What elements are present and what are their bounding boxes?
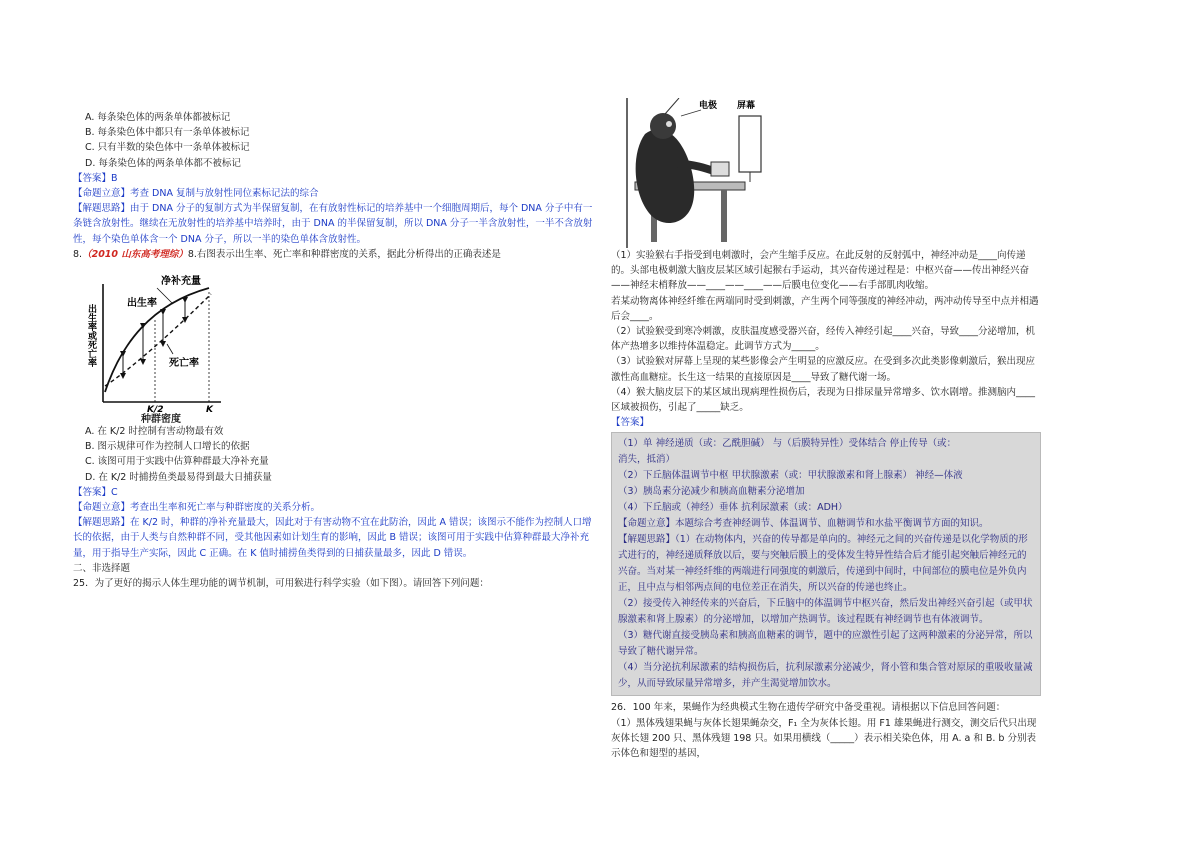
desk-leg [721, 190, 727, 242]
q8-analysis: 【解题思路】在 K/2 时，种群的净补充量最大，因此对于有害动物不宜在此防治，因此 A 错误；该图示不能作为控制人口增长的依据，由于人类与自然种群不同，受其他因素如计划生育的影响，因此 B 错误；该图可用于实践中估算种群最大净补充量，用于指导生产实际，因此 C 正确。在 K 值时捕捞鱼类得到的日捕获量最多，因此 D 错误。 [73, 517, 592, 559]
q7-option-a: A. 每条染色体的两条单体都被标记 [85, 112, 231, 123]
net-label: 净补充量 [161, 276, 201, 288]
screen-label: 屏幕 [737, 101, 756, 111]
q25-part1: （1）实验猴右手指受到电刺激时，会产生缩手反应。在此反射的反射弧中，神经冲动是____向传递的。头部电极刺激大脑皮层某区域引起猴右手运动，其兴奋传递过程是：中枢兴奋——传出神经兴奋——神经末梢释放——____——____——后膜电位变化——右手部肌肉收缩。 [611, 250, 1030, 292]
q8-option-d: D. 在 K/2 时捕捞鱼类最易得到最大日捕获量 [85, 471, 272, 483]
left-column [73, 110, 598, 591]
q26-part1: （1）黑体残翅果蝇与灰体长翅果蝇杂交，F₁ 全为灰体长翅。用 F1 雄果蝇进行测交，测交后代只出现灰体长翅 200 只、黑体残翅 198 只。如果用横线（_____）表示相关染色体，用 A. a 和 B. b 分别表示体色和翅型的基因， [611, 717, 1037, 760]
answer-analysis-1: 【解题思路】（1）在动物体内，兴奋的传导都是单向的。神经元之间的兴奋传递是以化学物质的形式进行的，神经递质释放以后，要与突触后膜上的受体发生特异性结合后才能引起突触后神经元的兴奋。当对某一神经纤维的两端进行同强度的刺激后，传递到中间时，中间部位的膜电位是外负内正，且中点与相邻两点间的电位差正在消失，所以兴奋的传递也终止。 [618, 534, 1028, 594]
q25-part3: （3）试验猴对屏幕上呈现的某些影像会产生明显的应激反应。在受到多次此类影像刺激后，猴出现应激性高血糖症。长生这一结果的直接原因是____导致了糖代谢一场。 [611, 356, 1036, 383]
answer-analysis-2: （2）接受传入神经传来的兴奋后，下丘脑中的体温调节中枢兴奋，然后发出神经兴奋引起（或甲状腺激素和肾上腺素）的分泌增加，以增加产热调节。该过程既有神经调节也有体液调节。 [618, 598, 1033, 626]
answer-line-3: （2）下丘脑体温调节中枢 甲状腺激素（或：甲状腺激素和肾上腺素） 神经—体液 [618, 470, 963, 482]
q7-option-d: D. 每条染色体的两条单体都不被标记 [85, 157, 241, 169]
answer-line-5: （4）下丘脑或（神经）垂体 抗利尿激素（或：ADH） [618, 502, 848, 514]
q25-part4: （4）猴大脑皮层下的某区域出现病理性损伤后，表现为日排尿量异常增多、饮水剧增。推测脑内____区域被损伤，引起了_____缺乏。 [611, 386, 1036, 414]
answer-line-4: （3）胰岛素分泌减少和胰高血糖素分泌增加 [618, 486, 805, 498]
population-graph [81, 274, 231, 426]
response-box [711, 162, 729, 176]
x-axis-label: 种群密度 [141, 414, 181, 426]
monkey-figure-svg [621, 98, 771, 248]
q7-option-c: C. 只有半数的染色体中一条单体被标记 [85, 142, 250, 154]
death-label-pointer [167, 344, 173, 354]
q8-stem-line [73, 247, 598, 262]
answer-analysis-3: （3）糖代谢直接受胰岛素和胰高血糖素的调节，题中的应激性引起了这两种激素的分泌异常，所以导致了糖代谢异常。 [618, 630, 1033, 658]
net-label-pointer [157, 288, 173, 304]
q7-analysis: 【解题思路】由于 DNA 分子的复制方式为半保留复制，在有放射性标记的培养基中一个细胞周期后，每个 DNA 分子中有一条链含放射性。继续在无放射性的培养基中培养时，由于 DNA 的半保留复制，所以 DNA 分子一半含放射性，一半不含放射性，每个染色单体含一个 DNA 分子，所以一半的染色单体含放射性。 [73, 203, 593, 245]
answer-analysis-4: （4）当分泌抗利尿激素的结构损伤后，抗利尿激素分泌减少，肾小管和集合管对原尿的重吸收量减少，从而导致尿量异常增多，并产生渴觉增加饮水。 [618, 662, 1033, 690]
answer-intent: 【命题立意】本题综合考查神经调节、体温调节、血糖调节和水盐平衡调节方面的知识。 [618, 518, 989, 530]
q26-stem: 26．100 年来，果蝇作为经典模式生物在遗传学研究中备受重视。请根据以下信息回答问题： [611, 702, 1006, 714]
section-heading: 二、非选择题 [73, 562, 131, 574]
q7-option-b: B. 每条染色体中都只有一条单体被标记 [85, 127, 250, 139]
q8-stem: 8.右图表示出生率、死亡率和种群密度的关系，据此分析得出的正确表述是 [187, 248, 501, 260]
answer-line-2: 消失，抵消） [618, 454, 676, 466]
q25-part2: （2）试验猴受到寒冷刺激，皮肤温度感受器兴奋，经传入神经引起____兴奋，导致____分泌增加，机体产热增多以维持体温稳定。此调节方式为_____。 [611, 326, 1036, 353]
q25-stem: 25．为了更好的揭示人体生理功能的调节机制，可用猴进行科学实验（如下图）。请回答下列问题： [73, 578, 489, 590]
monkey-figure [621, 98, 771, 248]
answer-line-1: （1）单 神经递质（或：乙酰胆碱） 与（后膜特异性）受体结合 停止传导（或： [618, 438, 957, 450]
tick-k2: K/2 [147, 405, 164, 415]
q8-option-a: A. 在 K/2 时控制有害动物最有效 [85, 426, 224, 438]
q8-source: （2010 山东高考理综） [82, 248, 188, 260]
birth-label: 出生率 [127, 298, 157, 310]
answer-image-box [611, 432, 1041, 696]
q8-number: 8. [73, 248, 83, 260]
death-label: 死亡率 [169, 358, 199, 370]
q7-intent: 【命题立意】考查 DNA 复制与放射性同位素标记法的综合 [73, 188, 319, 200]
q8-option-b: B. 图示规律可作为控制人口增长的依据 [85, 441, 250, 453]
q7-answer: 【答案】B [73, 172, 118, 184]
electrode-label: 电极 [699, 101, 718, 111]
y-axis-label: 出生率或死亡率 [86, 304, 96, 368]
tick-k: K [206, 405, 213, 415]
q25-answer-label: 【答案】 [611, 417, 650, 429]
population-graph-svg [81, 274, 231, 414]
birth-rate-curve [105, 288, 209, 392]
monkey-head [650, 113, 676, 139]
right-column [611, 98, 1041, 761]
death-rate-curve [105, 294, 211, 386]
q8-option-c: C. 该图可用于实践中估算种群最大净补充量 [85, 456, 269, 468]
q8-answer: 【答案】C [73, 486, 118, 498]
q25-part1b: 若某动物离体神经纤维在两端同时受到刺激，产生两个同等强度的神经冲动，两冲动传导至中点并相遇后会____。 [611, 295, 1039, 322]
q8-intent: 【命题立意】考查出生率和死亡率与种群密度的关系分析。 [73, 502, 321, 514]
monkey-eye [666, 121, 672, 127]
